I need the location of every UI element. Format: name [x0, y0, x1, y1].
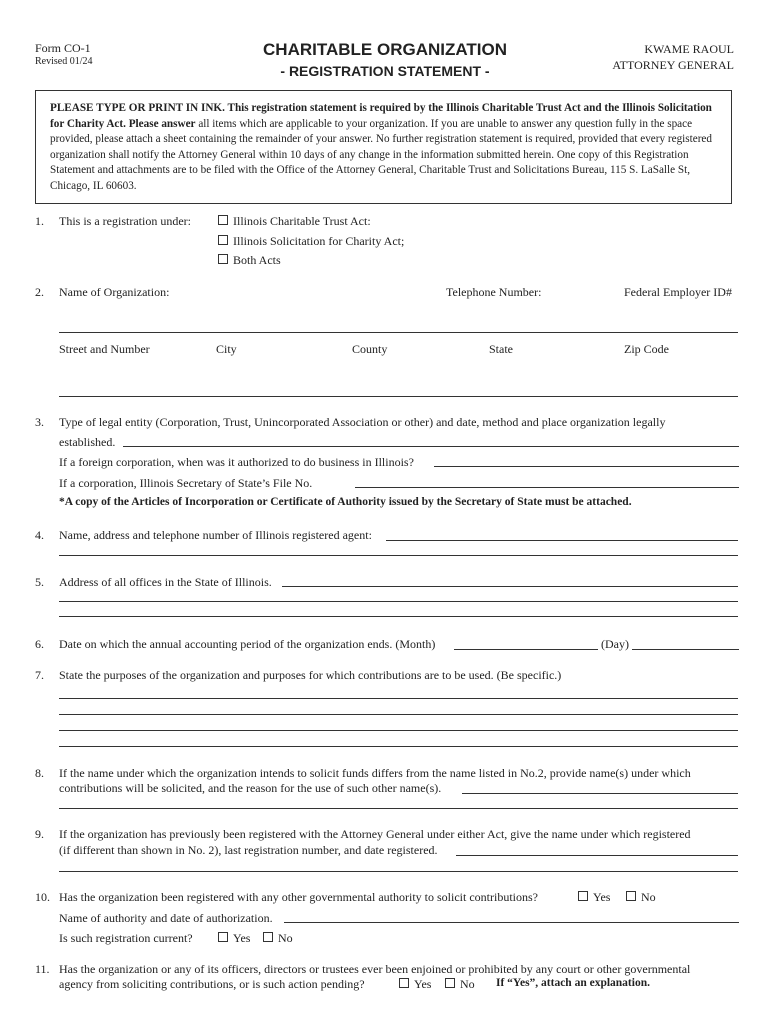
checkbox-icon[interactable] — [218, 215, 228, 225]
q7-line-2[interactable] — [59, 714, 738, 715]
checkbox-icon[interactable] — [626, 891, 636, 901]
q6-day-label: (Day) — [601, 637, 629, 651]
q8-line-1[interactable] — [462, 793, 738, 794]
q5-line-2[interactable] — [59, 601, 738, 602]
q7-line-4[interactable] — [59, 746, 738, 747]
q4-number: 4. — [35, 528, 44, 542]
q3-line3: If a foreign corporation, when was it authorized to do business in Illinois? — [59, 455, 414, 469]
q1-option-trust-act[interactable]: Illinois Charitable Trust Act: — [218, 214, 371, 229]
q1-number: 1. — [35, 214, 44, 228]
q3-foreign-line[interactable] — [434, 466, 739, 467]
q11-note: If “Yes”, attach an explanation. — [496, 977, 650, 989]
q10-no-option[interactable]: No — [626, 890, 656, 905]
q10-current-no-option[interactable]: No — [263, 931, 293, 946]
q2-address-line[interactable] — [59, 396, 738, 397]
q2-zip-label: Zip Code — [624, 342, 669, 356]
q2-fein-label: Federal Employer ID# — [624, 285, 732, 299]
q9-line1: If the organization has previously been registered with the Attorney General under either Act, give the name under which registered — [59, 827, 691, 841]
q3-number: 3. — [35, 415, 44, 429]
checkbox-icon[interactable] — [218, 235, 228, 245]
q5-number: 5. — [35, 575, 44, 589]
checkbox-icon[interactable] — [578, 891, 588, 901]
form-number: Form CO-1 — [35, 41, 91, 55]
q6-month-line[interactable] — [454, 649, 598, 650]
q11-line1: Has the organization or any of its officers, directors or trustees ever been enjoined or prohibited by any court or other governmental — [59, 962, 691, 976]
q2-street-label: Street and Number — [59, 342, 150, 356]
q3-line1: Type of legal entity (Corporation, Trust, Unincorporated Association or other) and date, method and place organization legally — [59, 415, 666, 429]
q10-current-yes-option[interactable]: Yes — [218, 931, 250, 946]
q3-file-no-line[interactable] — [355, 487, 739, 488]
q5-line-3[interactable] — [59, 616, 738, 617]
q10-authority-line[interactable] — [284, 922, 739, 923]
checkbox-icon[interactable] — [263, 932, 273, 942]
q4-text: Name, address and telephone number of Illinois registered agent: — [59, 528, 372, 542]
checkbox-icon[interactable] — [445, 978, 455, 988]
q8-line-2[interactable] — [59, 808, 738, 809]
q9-line2: (if different than shown in No. 2), last registration number, and date registered. — [59, 843, 438, 857]
q2-org-line[interactable] — [59, 332, 738, 333]
q11-no-option[interactable]: No — [445, 977, 475, 992]
q2-phone-label: Telephone Number: — [446, 285, 542, 299]
q7-number: 7. — [35, 668, 44, 682]
revised-date: Revised 01/24 — [35, 56, 93, 67]
q1-label: This is a registration under: — [59, 214, 191, 228]
q5-text: Address of all offices in the State of Illinois. — [59, 575, 272, 589]
q10-text: Has the organization been registered with any other governmental authority to solicit contributions? — [59, 890, 538, 904]
q8-number: 8. — [35, 766, 44, 780]
q6-number: 6. — [35, 637, 44, 651]
q10-authority-label: Name of authority and date of authorization. — [59, 911, 273, 925]
q2-city-label: City — [216, 342, 237, 356]
q9-line-1[interactable] — [456, 855, 738, 856]
q7-line-1[interactable] — [59, 698, 738, 699]
q1-option-both-acts[interactable]: Both Acts — [218, 253, 281, 268]
ag-name: KWAME RAOUL — [644, 42, 734, 56]
q2-number: 2. — [35, 285, 44, 299]
attorney-general-block — [612, 41, 734, 73]
q2-county-label: County — [352, 342, 388, 356]
q6-text: Date on which the annual accounting period of the organization ends. (Month) — [59, 637, 436, 651]
q7-line-3[interactable] — [59, 730, 738, 731]
instructions-bold: PLEASE TYPE OR PRINT IN INK. This registration statement is required by the Illinois Charitable Trust Act and the Illinois Solicitation for Charity Act. Please answer — [50, 102, 712, 130]
q10-yes-option[interactable]: Yes — [578, 890, 610, 905]
q11-line2: agency from soliciting contributions, or is such action pending? — [59, 977, 365, 991]
ag-title: ATTORNEY GENERAL — [612, 58, 734, 72]
q11-number: 11. — [35, 962, 50, 976]
form-subtitle: - REGISTRATION STATEMENT - — [280, 63, 490, 79]
checkbox-icon[interactable] — [218, 254, 228, 264]
instructions-text: all items which are applicable to your organization. If you are unable to answer any question fully in the space provided, please attach a sheet containing the remainder of your answer. No further registration statement is required, provided that every registered organization shall notify the Attorney General within 10 days of any change in the information submitted herein. One copy of this Registration Statement and attachments are to be filed with the Office of the Attorney General, Charitable Trust and Solicitations Bureau, 115 S. LaSalle St, Chicago, IL 60603. — [50, 117, 712, 192]
instructions-box — [35, 90, 732, 204]
q1-option-solicitation-act[interactable]: Illinois Solicitation for Charity Act; — [218, 234, 404, 249]
checkbox-icon[interactable] — [218, 932, 228, 942]
q7-text: State the purposes of the organization and purposes for which contributions are to be used. (Be specific.) — [59, 668, 562, 682]
q4-line-2[interactable] — [59, 555, 738, 556]
q10-number: 10. — [35, 890, 50, 904]
q8-line2: contributions will be solicited, and the reason for the use of such other name(s). — [59, 781, 442, 795]
q4-line-1[interactable] — [386, 540, 738, 541]
q6-day-line[interactable] — [632, 649, 739, 650]
checkbox-icon[interactable] — [399, 978, 409, 988]
q3-line4: If a corporation, Illinois Secretary of State’s File No. — [59, 476, 313, 490]
q3-line2: established. — [59, 435, 116, 449]
q9-line-2[interactable] — [59, 871, 738, 872]
q5-line-1[interactable] — [282, 586, 738, 587]
q11-yes-option[interactable]: Yes — [399, 977, 431, 992]
q8-line1: If the name under which the organization intends to solicit funds differs from the name listed in No.2, provide name(s) under which — [59, 766, 691, 780]
q10-current-label: Is such registration current? — [59, 931, 193, 945]
q3-note: *A copy of the Articles of Incorporation or Certificate of Authority issued by the Secretary of State must be attached. — [59, 496, 632, 508]
q9-number: 9. — [35, 827, 44, 841]
q2-name-label: Name of Organization: — [59, 285, 170, 299]
q2-state-label: State — [489, 342, 513, 356]
q3-established-line[interactable] — [123, 446, 739, 447]
form-title: CHARITABLE ORGANIZATION — [263, 40, 507, 59]
